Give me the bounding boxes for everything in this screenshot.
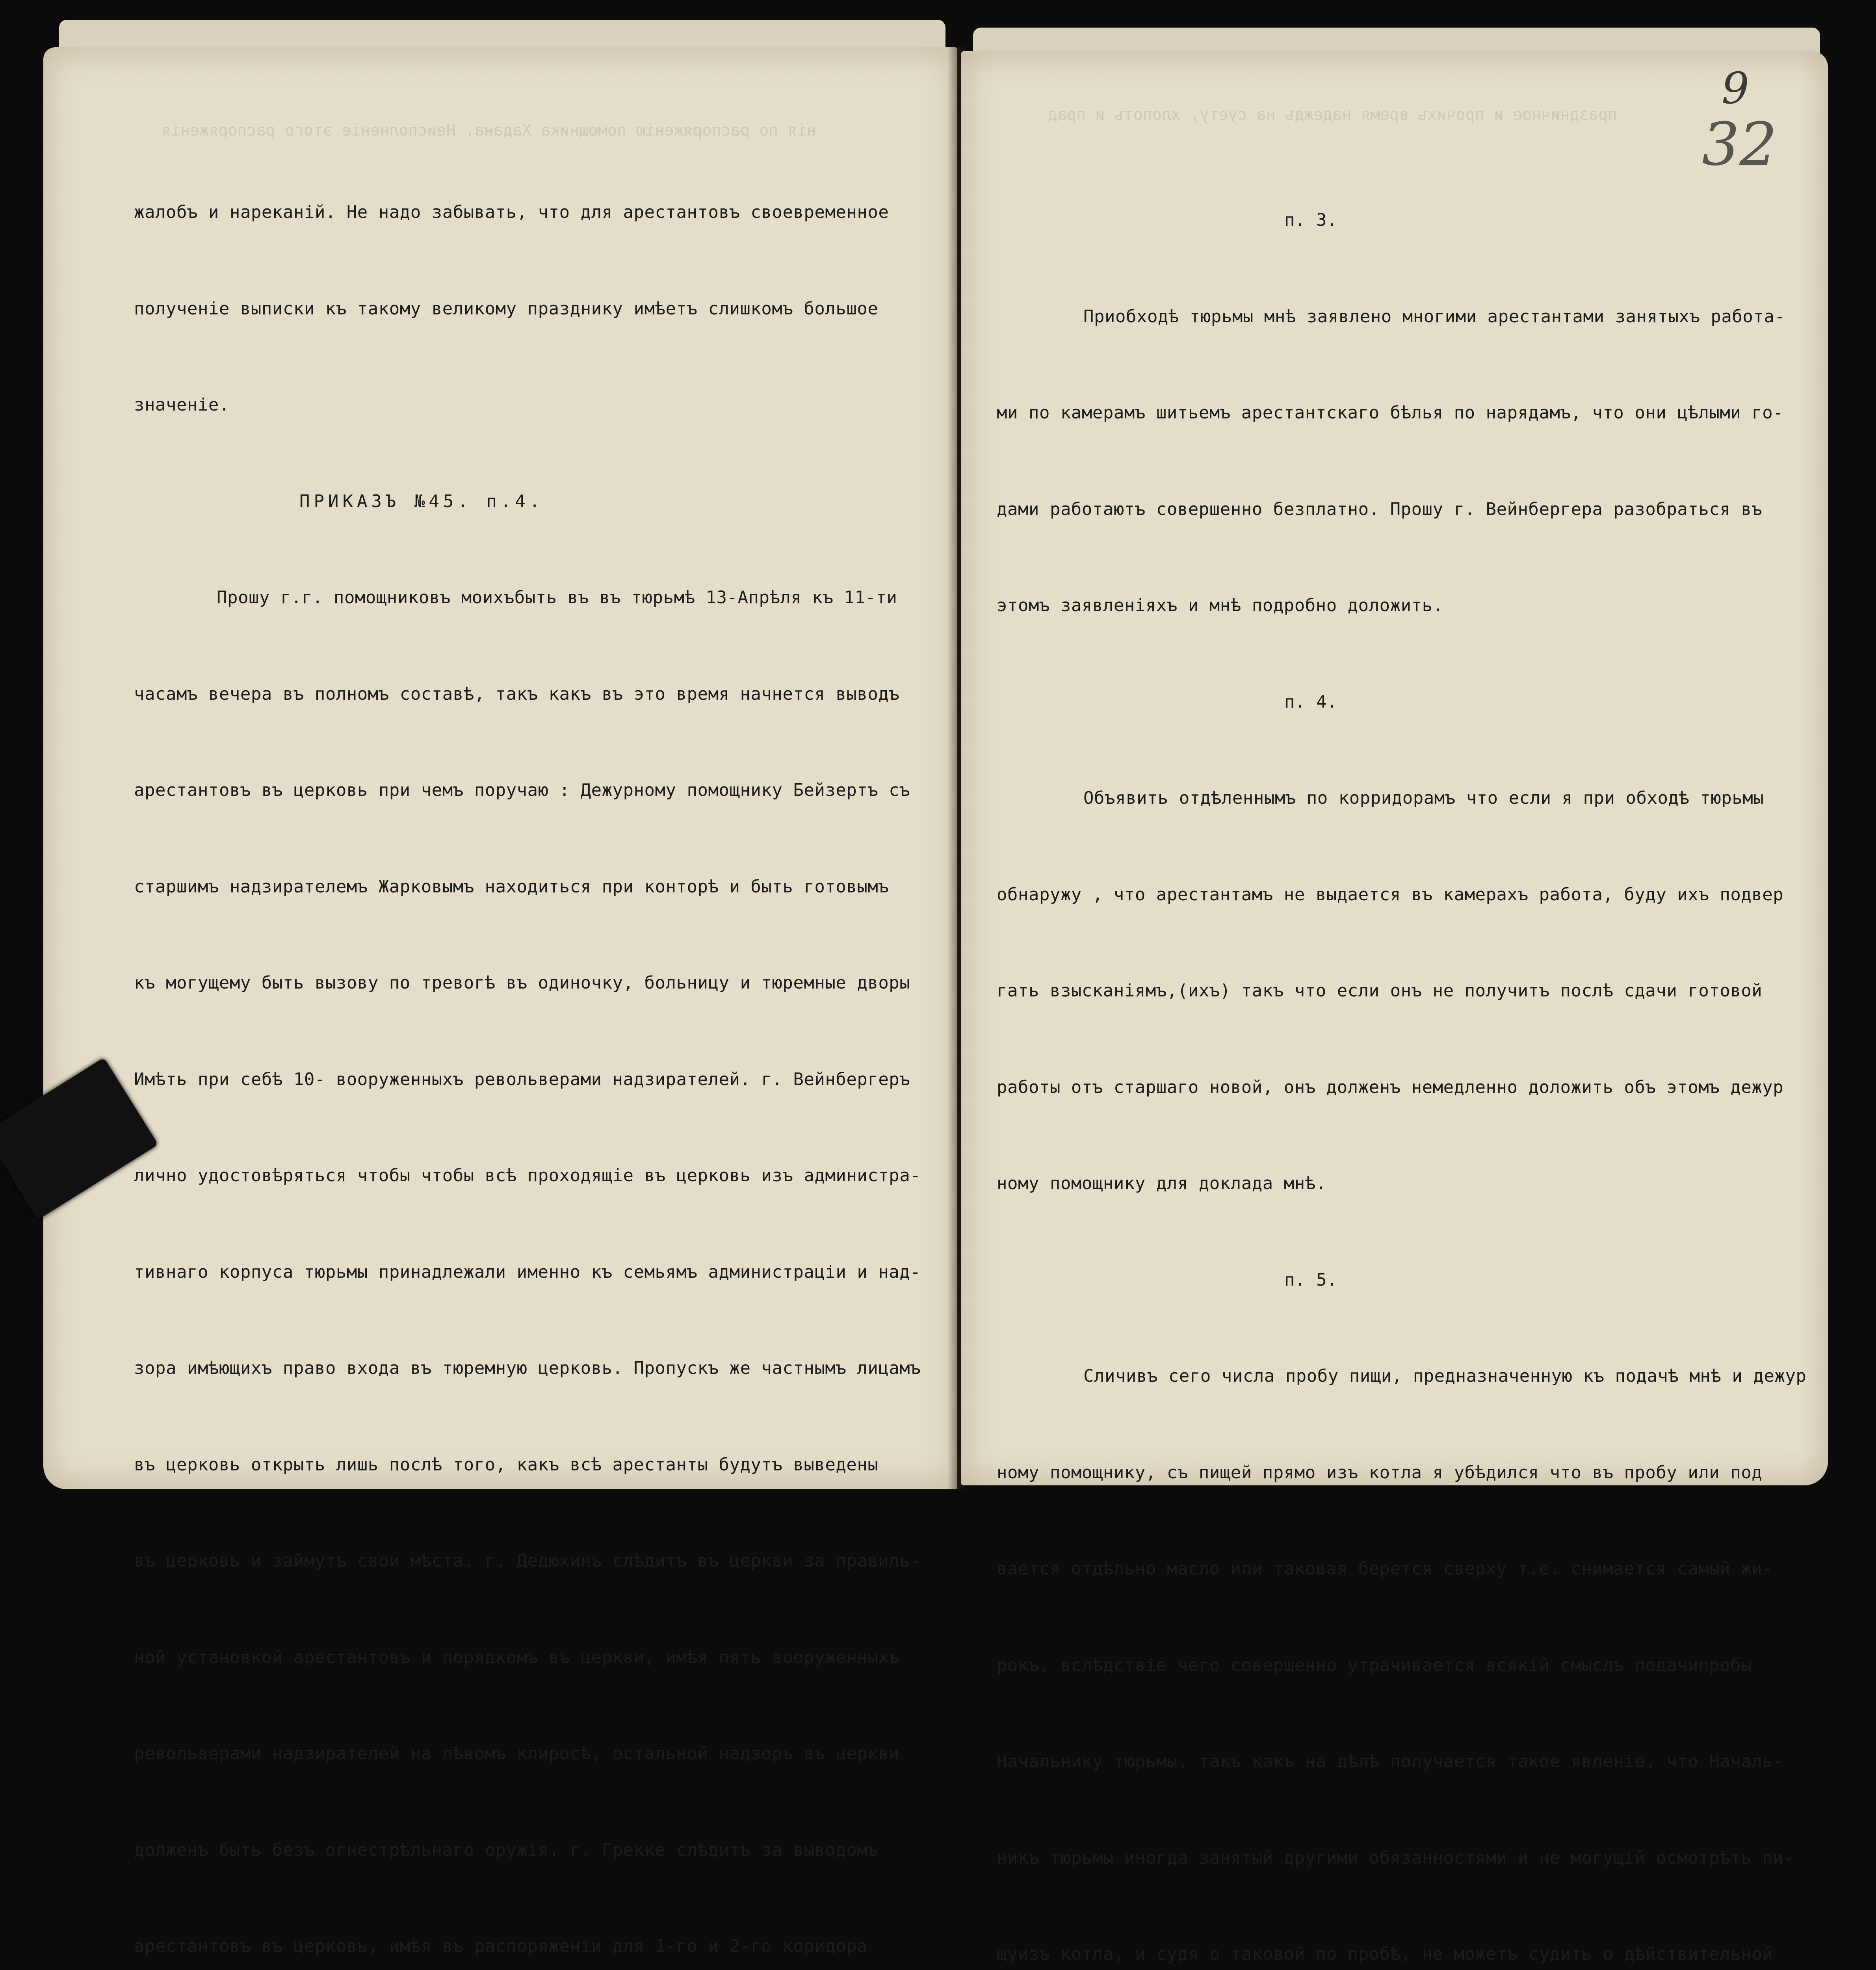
right-page-text [997,140,1806,1970]
text-line: арестантовъ въ церковь, имѣя въ распоряженіи для 1-го и 2-го коридора [134,1936,868,1956]
text-line: значеніе. [134,395,230,415]
text-line: часамъ вечера въ полномъ составѣ, такъ какъ въ это время начнется выводъ [134,684,900,704]
text-line: арестантовъ въ церковь при чемъ поручаю : Дежурному помощнику Бейзертъ съ [134,780,910,800]
folio-number: 9 [1722,63,1749,113]
text-line: Прошу г.г. помощниковъ моихъбыть въ въ тюрьмѣ 13-Апрѣля къ 11-ти [217,587,897,608]
text-line: Приобходѣ тюрьмы мнѣ заявлено многими арестантами занятыхъ работа- [1083,306,1785,327]
right-page [961,51,1828,1964]
text-line: никъ тюрьмы иногда занятый другими обязанностями и не могущій осмотрѣть пи- [997,1847,1794,1868]
text-line: револьверами надзирателей на лѣвомъ клиросѣ, остальной надзоръ въ церкви [134,1743,900,1764]
text-line: этомъ заявленіяхъ и мнѣ подробно доложить. [997,595,1443,615]
text-line: къ могущему быть вызову по тревогѣ въ одиночку, больницу и тюремные дворы [134,973,910,993]
text-line: въ церковь открыть лишь послѣ того, какъ всѣ арестанты будутъ выведены [134,1454,879,1475]
text-line: полученіе выписки къ такому великому празднику имѣетъ слишкомъ большое [134,298,879,319]
text-line: ми по камерамъ шитьемъ арестантскаго бѣлья по нарядамъ, что они цѣлыми го- [997,403,1784,423]
text-line: дами работаютъ совершенно безплатно. Прошу г. Вейнбергера разобраться въ [997,499,1763,519]
bleed-through-text: нія по распоряженію помощника Хадана. Неисполненіе этого распоряженія [162,121,816,139]
text-line: старшимъ надзирателемъ Жарковымъ находиться при конторѣ и быть готовымъ [134,876,889,897]
text-line: обнаружу , что арестантамъ не выдается въ камерахъ работа, буду ихъ подвер [997,884,1784,905]
text-line: вается отдѣльно масло или таковая берется сверху т.е. снимается самый жи- [997,1559,1773,1579]
left-page-text [134,132,957,1970]
text-line: работы отъ старшаго новой, онъ долженъ немедленно доложить объ этомъ дежур [997,1077,1784,1097]
text-line: зора имѣющихъ право входа въ тюремную церковь. Пропускъ же частнымъ лицамъ [134,1358,921,1378]
text-line: Объявить отдѣленнымъ по корридорамъ что если я при обходѣ тюрьмы [1083,788,1764,808]
section-heading: п. 4. [1284,691,1337,712]
stamp-number: 32 [1702,110,1777,179]
text-line: щуизъ котла, и судя о таковой по пробѣ, не можетъ судить о дѣйствительной [997,1944,1773,1964]
text-line: ному помощнику для доклада мнѣ. [997,1173,1326,1193]
bleed-through-text: праздничное и прочихъ время надеждъ на суету, хлопотъ и прад [1048,106,1617,124]
text-line: тивнаго корпуса тюрьмы принадлежали именно къ семьямъ администраціи и над- [134,1262,921,1282]
text-line: Имѣть при себѣ 10- вооруженныхъ револьверами надзирателей. г. Вейнбергеръ [134,1069,910,1089]
left-page [43,47,957,1956]
text-line: жалобъ и нареканій. Не надо забывать, что для арестантовъ своевременное [134,202,889,222]
text-line: ному помощнику, съ пищей прямо изъ котла я убѣдился что въ пробу или под [997,1462,1763,1483]
text-line: Сличивъ сего числа пробу пищи, предназначенную къ подачѣ мнѣ и дежур [1083,1366,1807,1386]
text-line: рокъ, вслѣдствіе чего совершенно утрачивается всякій смыслъ подачипробы [997,1655,1752,1675]
text-line: ной установкой арестантовъ и порядкомъ въ церкви, имѣя пять вооруженныхъ [134,1647,900,1667]
text-line: долженъ быть безъ огнестрѣльнаго оружія. г. Грекке слѣдитъ за выводомъ [134,1840,879,1860]
text-line: Начальнику тюрьмы, такъ какъ на дѣлѣ получается такое явленіе, что Началь- [997,1751,1784,1771]
text-line: въ церковь и займутъ свои мѣста. г. Дедюхинъ слѣдитъ въ церкви за правиль- [134,1551,921,1571]
section-heading: п. 3. [1284,210,1337,230]
section-heading: п. 5. [1284,1269,1337,1290]
text-line: лично удостовѣряться чтобы чтобы всѣ проходящіе въ церковь изъ администра- [134,1165,921,1186]
text-line: гать взысканіямъ,(ихъ) такъ что если онъ не получитъ послѣ сдачи готовой [997,981,1763,1001]
order-heading: ПРИКАЗЪ №45. п.4. [299,491,544,511]
